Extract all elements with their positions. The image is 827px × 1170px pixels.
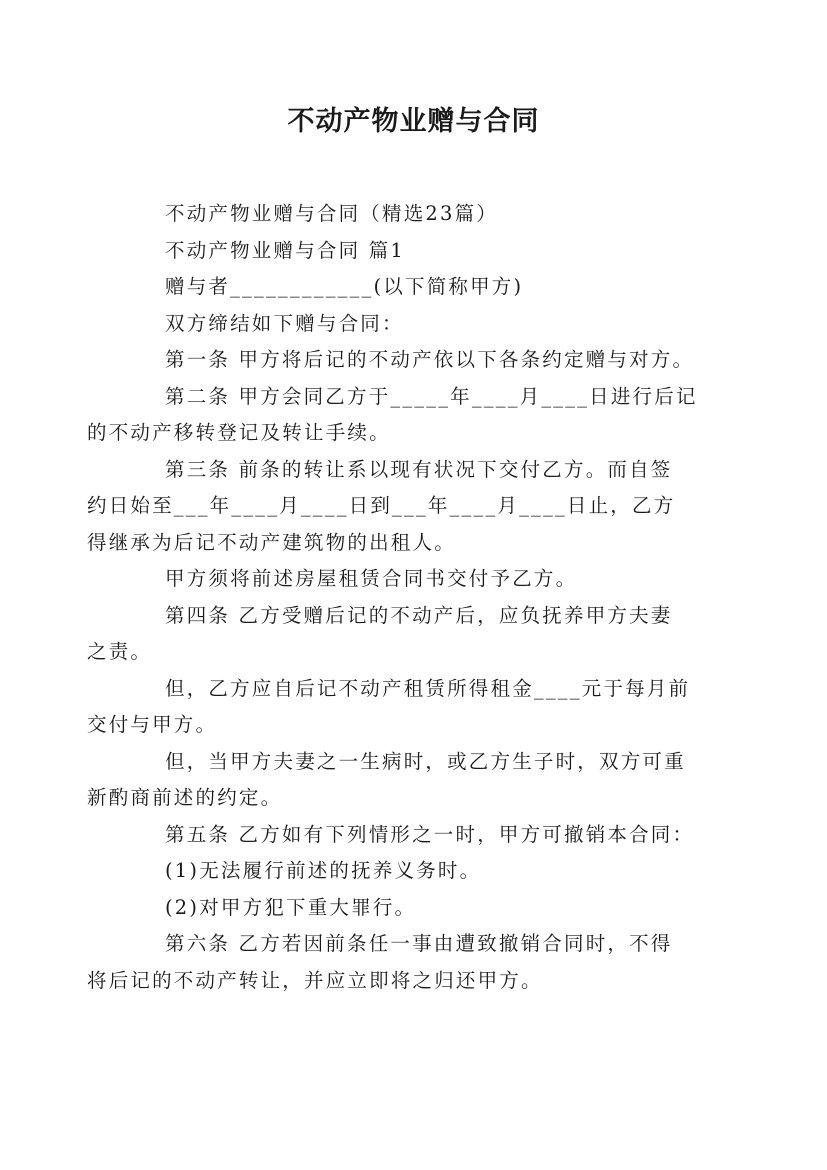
text-line: 不动产物业赠与合同（精选23篇） xyxy=(165,202,499,225)
text-line: 第三条 前条的转让系以现有状况下交付乙方。而自签 xyxy=(165,457,673,481)
paragraph-condition-2 xyxy=(126,890,716,927)
paragraph-agreement xyxy=(126,306,716,343)
text-line: 第五条 乙方如有下列情形之一时，甲方可撤销本合同： xyxy=(165,822,695,846)
text-line: 第一条 甲方将后记的不动产依以下各条约定赠与对方。 xyxy=(165,348,695,371)
text-line: 第四条 乙方受赠后记的不动产后，应负抚养甲方夫妻 xyxy=(165,603,673,627)
paragraph-lease-handover xyxy=(126,561,716,598)
text-line: 将后记的不动产转让，并应立即将之归还甲方。 xyxy=(87,968,543,992)
text-line: 得继承为后记不动产建筑物的出租人。 xyxy=(87,530,456,554)
paragraph-clause-4 xyxy=(87,598,716,671)
paragraph-intro xyxy=(126,196,716,233)
text-line: 新酌商前述的约定。 xyxy=(87,786,283,809)
text-line: 约日始至___年____月____日到___年____月____日止，乙方 xyxy=(87,494,676,517)
text-line: 双方缔结如下赠与合同： xyxy=(165,311,404,335)
paragraph-clause-3 xyxy=(87,452,716,562)
text-line: (2)对甲方犯下重大罪行。 xyxy=(165,895,417,919)
text-line: 第二条 甲方会同乙方于_____年____月____日进行后记 xyxy=(165,384,698,408)
text-line: 交付与甲方。 xyxy=(87,713,218,736)
document-body xyxy=(87,196,716,999)
text-line: 赠与者____________(以下简称甲方) xyxy=(165,275,524,298)
text-line: 但，乙方应自后记不动产租赁所得租金____元于每月前 xyxy=(165,676,691,700)
paragraph-clause-6 xyxy=(87,926,716,999)
paragraph-donor xyxy=(126,269,716,306)
text-line: 的不动产移转登记及转让手续。 xyxy=(87,421,391,444)
text-line: 不动产物业赠与合同 篇1 xyxy=(165,238,406,262)
document-title: 不动产物业赠与合同 xyxy=(287,106,540,137)
text-line: 之责。 xyxy=(87,640,153,663)
paragraph-renegotiate xyxy=(87,744,716,817)
text-line: 甲方须将前述房屋租赁合同书交付予乙方。 xyxy=(165,567,578,590)
paragraph-clause-2 xyxy=(87,379,716,452)
paragraph-condition-1 xyxy=(126,853,716,890)
text-line: 但，当甲方夫妻之一生病时，或乙方生子时，双方可重 xyxy=(165,749,686,773)
paragraph-article-heading xyxy=(126,233,716,270)
text-line: 第六条 乙方若因前条任一事由遭致撤销合同时，不得 xyxy=(165,932,673,955)
paragraph-clause-5 xyxy=(126,817,716,854)
paragraph-rent xyxy=(87,671,716,744)
text-line: (1)无法履行前述的抚养义务时。 xyxy=(165,859,482,882)
paragraph-clause-1 xyxy=(126,342,716,379)
